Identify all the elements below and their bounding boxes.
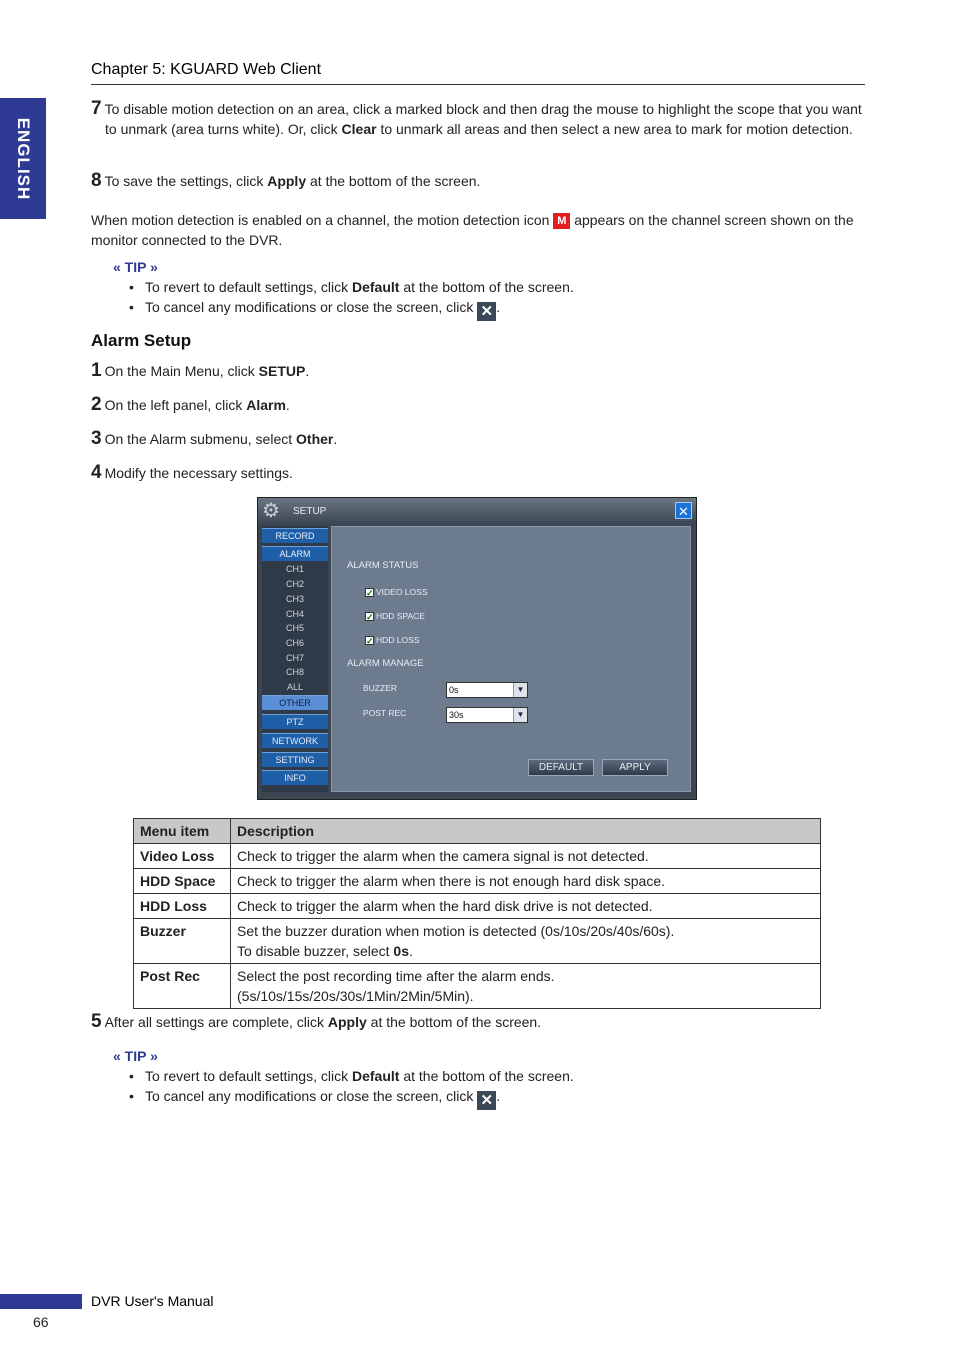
table-row	[134, 869, 821, 894]
sidebar-subitem-ch3[interactable]: CH3	[285, 594, 304, 604]
bullet-text-after: at the bottom of the screen.	[403, 279, 574, 295]
table-cell-desc: Check to trigger the alarm when there is not enough hard disk space.	[231, 869, 821, 894]
step-number: 8	[91, 170, 102, 191]
bullet-bold: Default	[351, 1068, 400, 1084]
footer-manual-title: DVR User's Manual	[91, 1293, 214, 1309]
sidebar-subitem-ch5[interactable]: CH5	[285, 623, 304, 633]
footer-bar	[0, 1294, 82, 1309]
table-cell-desc	[231, 964, 821, 1009]
table-cell-item: HDD Loss	[134, 894, 231, 919]
bullet-text: To revert to default settings, click	[145, 279, 349, 295]
sidebar-item-setting[interactable]: SETTING	[262, 752, 328, 767]
language-tab	[0, 98, 46, 219]
buzzer-select[interactable]	[446, 682, 528, 698]
bullet-text: To cancel any modifications or close the screen, click	[145, 1088, 474, 1104]
bullet-text-after: .	[496, 299, 501, 315]
dvr-title: SETUP	[293, 506, 327, 517]
apply-button[interactable]: APPLY	[602, 759, 668, 776]
table-cell-desc: Check to trigger the alarm when the camera signal is not detected.	[231, 844, 821, 869]
settings-table	[133, 818, 821, 1009]
step-text-after: at the bottom of the screen.	[370, 1014, 542, 1030]
close-icon: ✕	[477, 1091, 496, 1110]
post-rec-label: POST REC	[363, 708, 407, 718]
chevron-down-icon: ▼	[513, 708, 527, 722]
motion-detection-icon: M	[553, 213, 570, 229]
step-text-after: .	[285, 397, 290, 413]
motion-note	[91, 210, 861, 250]
desc-line: Select the post recording time after the alarm ends.	[237, 968, 555, 984]
dvr-setup-window	[257, 497, 697, 800]
buzzer-label: BUZZER	[363, 683, 397, 693]
desc-line: Set the buzzer duration when motion is detected (0s/10s/20s/40s/60s).	[237, 923, 675, 939]
sidebar-subitem-ch1[interactable]: CH1	[285, 564, 304, 574]
sidebar-subitem-ch6[interactable]: CH6	[285, 638, 304, 648]
sidebar-item-network[interactable]: NETWORK	[262, 733, 328, 748]
table-cell-desc	[231, 919, 821, 964]
column-header: Description	[231, 819, 821, 844]
table-cell-item: Post Rec	[134, 964, 231, 1009]
video-loss-label: VIDEO LOSS	[376, 587, 428, 597]
table-cell-item: HDD Space	[134, 869, 231, 894]
dvr-title-bar	[258, 498, 696, 524]
video-loss-checkbox[interactable]: ✓	[366, 588, 374, 598]
hdd-loss-checkbox[interactable]: ✓	[366, 636, 374, 646]
table-cell-item: Video Loss	[134, 844, 231, 869]
step-text: To disable motion detection on an area, click a marked block and then drag the mouse to highlight the scope that you want to unmark (area turns white). Or, click	[104, 101, 862, 137]
step-bold: Apply	[327, 1014, 367, 1030]
gear-icon: ⚙	[262, 500, 280, 522]
step-bold: Alarm	[246, 397, 286, 413]
tip-bullet: • To cancel any modifications or close the screen, click ✕ .	[129, 1088, 501, 1109]
table-cell-desc: Check to trigger the alarm when the hard disk drive is not detected.	[231, 894, 821, 919]
alarm-step-2	[91, 395, 851, 415]
table-row	[134, 894, 821, 919]
sidebar-subitem-ch7[interactable]: CH7	[285, 653, 304, 663]
table-row	[134, 964, 821, 1009]
step-number: 2	[91, 394, 102, 415]
sidebar-item-ptz[interactable]: PTZ	[262, 714, 328, 729]
chevron-down-icon: ▼	[513, 683, 527, 697]
step-bold: Clear	[341, 121, 377, 137]
step-text-after: at the bottom of the screen.	[310, 173, 481, 189]
alarm-status-heading: ALARM STATUS	[347, 560, 419, 571]
header-rule	[91, 84, 865, 85]
step-number: 3	[91, 428, 102, 449]
step-number: 4	[91, 462, 102, 483]
step-8	[91, 171, 851, 191]
step-7	[91, 99, 865, 139]
desc-line: (5s/10s/15s/20s/30s/1Min/2Min/5Min).	[237, 988, 474, 1004]
table-row	[134, 919, 821, 964]
bullet-text: To revert to default settings, click	[145, 1068, 349, 1084]
step-text: On the Alarm submenu, select	[104, 431, 293, 447]
sidebar-subitem-other[interactable]: OTHER	[262, 695, 328, 710]
motion-note-before: When motion detection is enabled on a channel, the motion detection icon	[91, 212, 550, 228]
bullet-bold: Default	[351, 279, 400, 295]
table-cell-item: Buzzer	[134, 919, 231, 964]
section-title: Alarm Setup	[91, 331, 192, 350]
sidebar-subitem-ch2[interactable]: CH2	[285, 579, 304, 589]
step-bold: SETUP	[258, 363, 306, 379]
bullet-text-after: .	[496, 1088, 501, 1104]
post-rec-select[interactable]	[446, 707, 528, 723]
step-text: Modify the necessary settings.	[104, 465, 293, 481]
close-icon: ✕	[477, 302, 496, 321]
desc-text-after: .	[409, 943, 413, 959]
tip-bullet: • To cancel any modifications or close the screen, click ✕ .	[129, 299, 501, 320]
sidebar-item-info[interactable]: INFO	[262, 770, 328, 785]
post-rec-value: 30s	[449, 710, 464, 720]
hdd-space-label: HDD SPACE	[376, 611, 425, 621]
step-bold: Other	[296, 431, 334, 447]
step-text: On the Main Menu, click	[104, 363, 255, 379]
step-text-after: .	[305, 363, 310, 379]
bullet-text: To cancel any modifications or close the screen, click	[145, 299, 474, 315]
sidebar-subitem-ch8[interactable]: CH8	[285, 667, 304, 677]
alarm-step-5	[91, 1012, 851, 1032]
step-text-after: .	[333, 431, 338, 447]
step-text-after: to unmark all areas and then select a new area to mark for motion detection.	[380, 121, 853, 137]
default-button[interactable]: DEFAULT	[528, 759, 594, 776]
step-number: 1	[91, 360, 102, 381]
desc-bold: 0s	[393, 943, 409, 959]
table-header-row	[134, 819, 821, 844]
dvr-sidebar	[262, 526, 328, 792]
table-row	[134, 844, 821, 869]
sidebar-item-record[interactable]: RECORD	[262, 528, 328, 543]
sidebar-item-alarm[interactable]: ALARM	[262, 546, 328, 561]
step-text: To save the settings, click	[104, 173, 264, 189]
desc-text: To disable buzzer, select	[237, 943, 390, 959]
step-number: 7	[91, 98, 102, 119]
tip-bullet: • To revert to default settings, click Default at the bottom of the screen.	[129, 1068, 574, 1084]
step-text: After all settings are complete, click	[104, 1014, 324, 1030]
bullet-text-after: at the bottom of the screen.	[403, 1068, 574, 1084]
alarm-step-1	[91, 361, 851, 381]
column-header: Menu item	[134, 819, 231, 844]
sidebar-subitem-ch4[interactable]: CH4	[285, 609, 304, 619]
language-tab-label: ENGLISH	[14, 117, 33, 200]
sidebar-subitem-all[interactable]: ALL	[286, 682, 303, 692]
step-number: 5	[91, 1011, 102, 1032]
alarm-step-4	[91, 463, 851, 483]
close-button[interactable]: ✕	[675, 502, 692, 519]
tip-label: « TIP »	[113, 1048, 158, 1064]
tip-bullet: • To revert to default settings, click Default at the bottom of the screen.	[129, 279, 574, 295]
dvr-content-panel	[331, 526, 691, 792]
hdd-space-checkbox[interactable]: ✓	[366, 612, 374, 622]
hdd-loss-label: HDD LOSS	[376, 635, 420, 645]
page-number: 66	[33, 1314, 49, 1330]
desc-line	[237, 941, 814, 961]
alarm-step-3	[91, 429, 851, 449]
alarm-manage-heading: ALARM MANAGE	[347, 658, 424, 669]
tip-label: « TIP »	[113, 259, 158, 275]
motion-note-after: appears on the channel screen shown on the monitor connected to the DVR.	[91, 212, 854, 248]
step-text: On the left panel, click	[104, 397, 243, 413]
step-bold: Apply	[267, 173, 307, 189]
buzzer-value: 0s	[449, 685, 459, 695]
chapter-title: Chapter 5: KGUARD Web Client	[91, 61, 322, 78]
